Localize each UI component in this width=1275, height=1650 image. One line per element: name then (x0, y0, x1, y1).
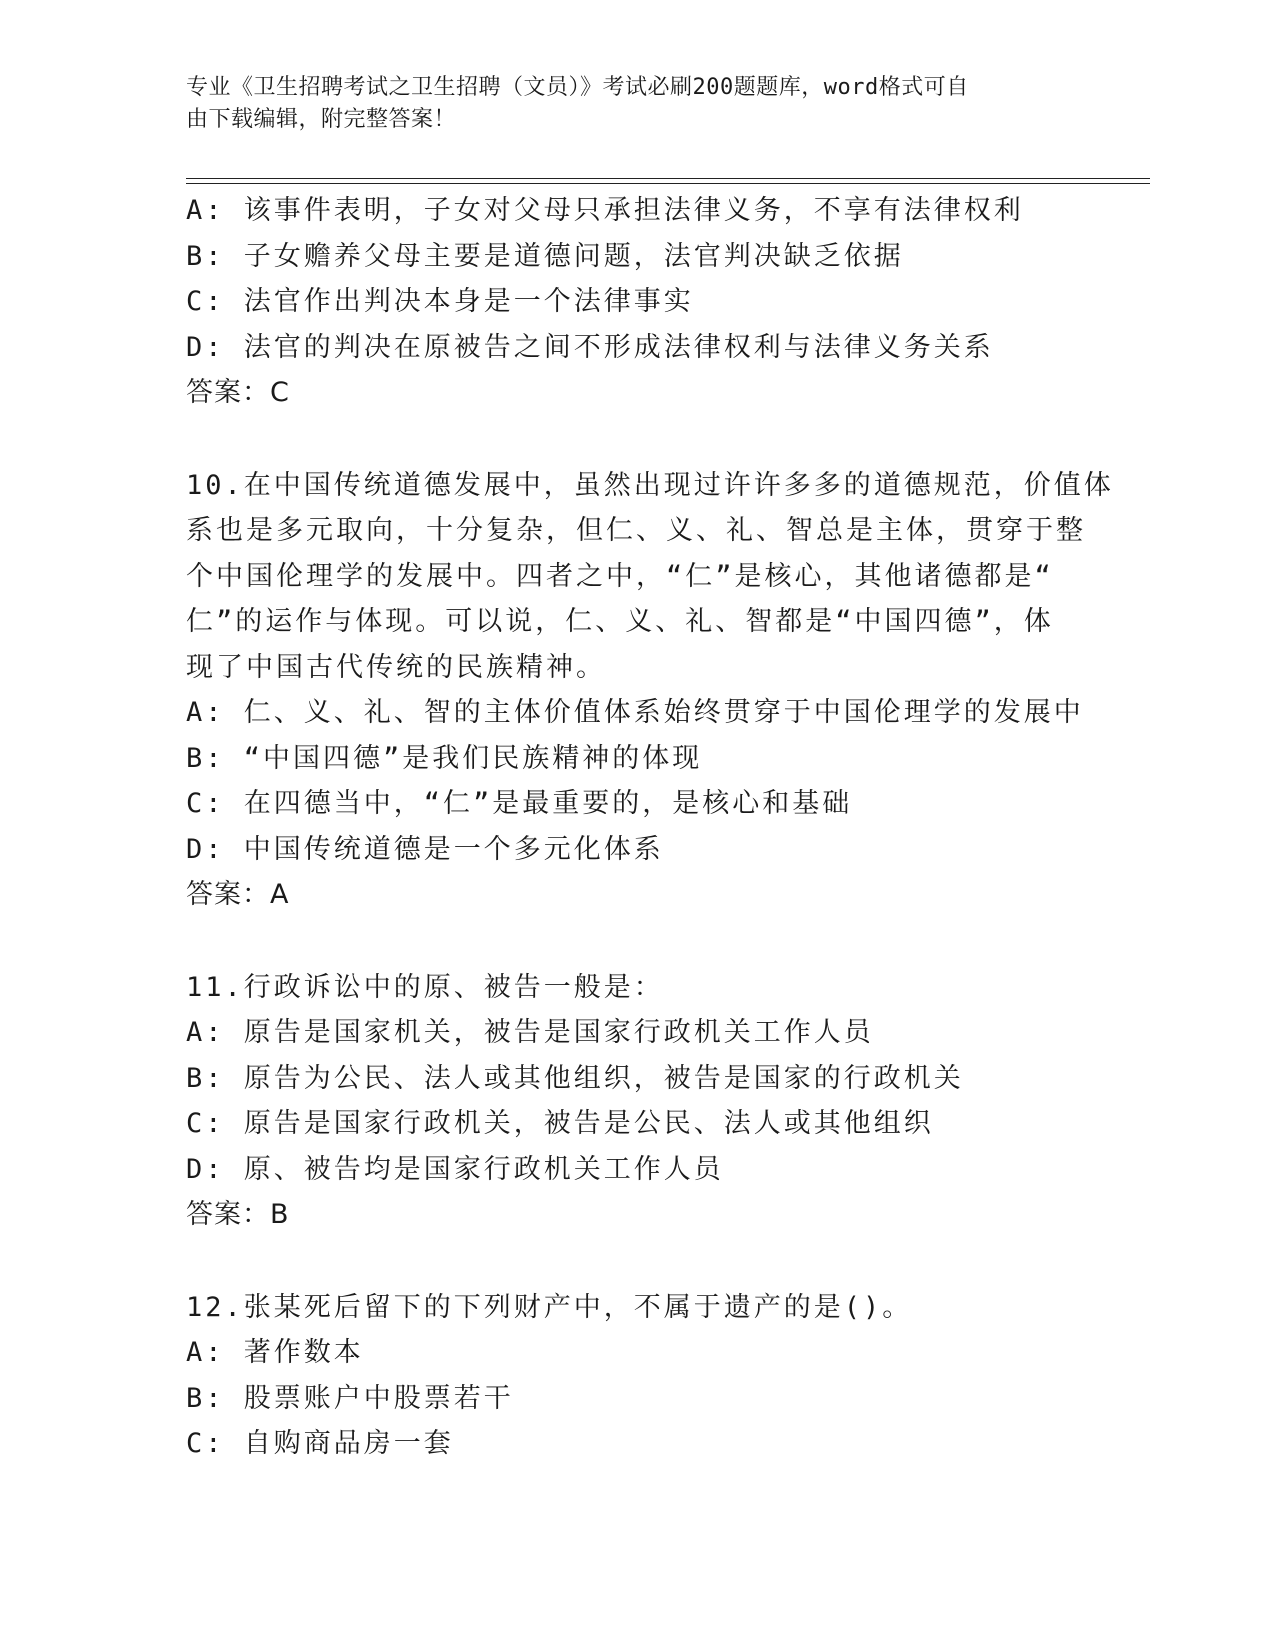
question-11 (186, 965, 1086, 1238)
question-stem-line: 个中国伦理学的发展中。四者之中，“仁”是核心，其他诸德都是“ (186, 560, 1054, 592)
question-gap (186, 918, 1086, 965)
option-b: B: 股票账户中股票若干 (186, 1382, 514, 1414)
question-gap (186, 416, 1086, 463)
header-divider-top (186, 178, 1150, 179)
option-c: C: 在四德当中，“仁”是最重要的，是核心和基础 (186, 788, 853, 819)
question-stem-line: 12.张某死后留下的下列财产中，不属于遗产的是()。 (186, 1291, 913, 1323)
option-c: C: 法官作出判决本身是一个法律事实 (186, 286, 694, 317)
option-b: B: 子女赡养父母主要是道德问题，法官判决缺乏依据 (186, 240, 904, 272)
option-a: A: 原告是国家机关，被告是国家行政机关工作人员 (186, 1017, 874, 1048)
question-stem-line: 系也是多元取向，十分复杂，但仁、义、礼、智总是主体，贯穿于整 (186, 515, 1086, 546)
question-9 (186, 188, 1086, 416)
header-line-1: 专业《卫生招聘考试之卫生招聘（文员）》考试必刷200题题库，word格式可自 (186, 75, 969, 100)
question-stem-line: 11.行政诉讼中的原、被告一般是： (186, 971, 664, 1003)
answer: 答案：B (186, 1199, 290, 1230)
option-c: C: 自购商品房一套 (186, 1428, 454, 1459)
option-a: A: 著作数本 (186, 1337, 364, 1368)
header-divider-bottom (186, 183, 1150, 184)
option-c: C: 原告是国家行政机关，被告是公民、法人或其他组织 (186, 1108, 934, 1139)
document-header (186, 72, 1066, 136)
answer: 答案：A (186, 879, 290, 910)
question-gap (186, 1238, 1086, 1285)
option-a: A: 仁、义、礼、智的主体价值体系始终贯穿于中国伦理学的发展中 (186, 697, 1084, 728)
question-10 (186, 463, 1114, 918)
answer: 答案：C (186, 377, 290, 408)
option-b: B: “中国四德”是我们民族精神的体现 (186, 742, 703, 774)
question-stem-line: 现了中国古代传统的民族精神。 (186, 651, 606, 683)
option-d: D: 中国传统道德是一个多元化体系 (186, 833, 664, 865)
option-d: D: 法官的判决在原被告之间不形成法律权利与法律义务关系 (186, 331, 994, 363)
question-stem-line: 10.在中国传统道德发展中，虽然出现过许许多多的道德规范，价值体 (186, 469, 1114, 501)
option-d: D: 原、被告均是国家行政机关工作人员 (186, 1153, 724, 1185)
option-a: A: 该事件表明，子女对父母只承担法律义务，不享有法律权利 (186, 195, 1024, 226)
option-b: B: 原告为公民、法人或其他组织，被告是国家的行政机关 (186, 1062, 964, 1094)
question-list (186, 188, 1114, 1467)
question-12 (186, 1285, 1086, 1467)
header-line-2: 由下载编辑，附完整答案！ (186, 107, 457, 132)
question-stem-line: 仁”的运作与体现。可以说，仁、义、礼、智都是“中国四德”，体 (186, 606, 1054, 637)
